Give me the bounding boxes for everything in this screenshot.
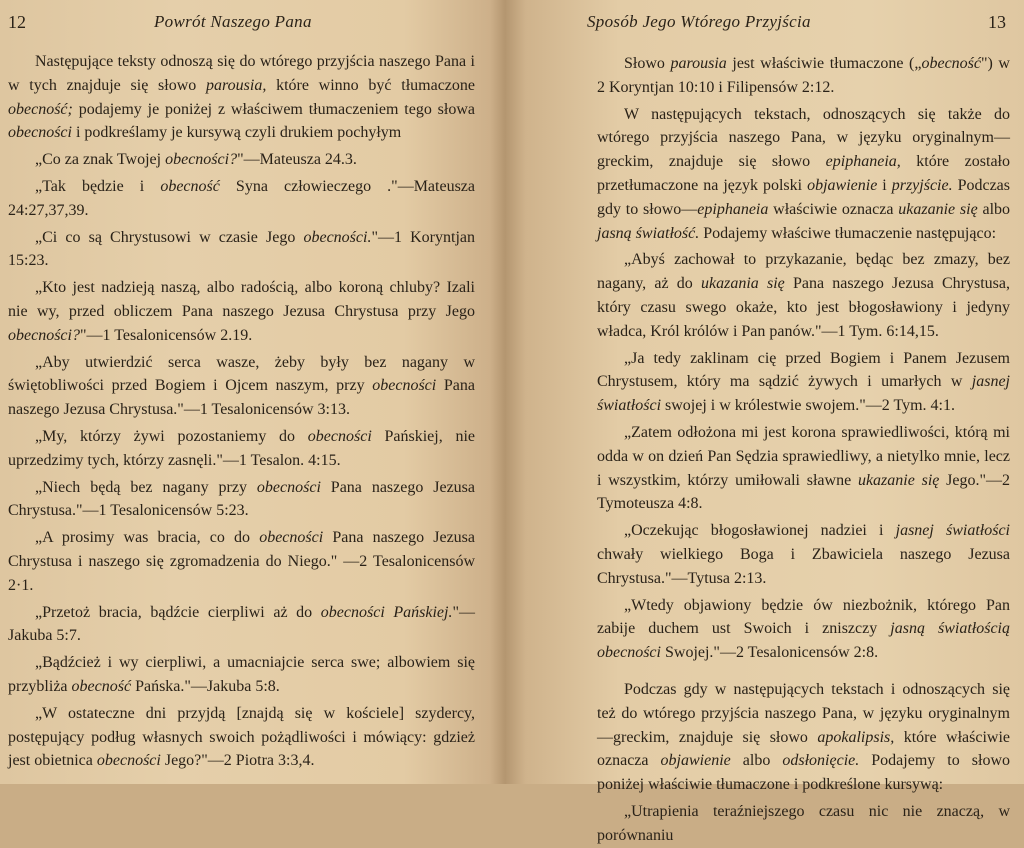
italic-text: ukazanie się bbox=[898, 200, 978, 218]
italic-text: obecności bbox=[259, 529, 324, 547]
left-page-text bbox=[8, 50, 475, 773]
text-run: „Wtedy objawiony będzie ów niezbożnik, którego Pan zabije duchem ust Swoich i zniszczy bbox=[597, 596, 1010, 638]
italic-text: jasnej światłości bbox=[597, 373, 1010, 415]
text-run: które zostało przetłumaczone na język polski bbox=[597, 153, 1010, 194]
italic-text: jasnej światłości bbox=[895, 522, 1011, 540]
text-run: „Bądźcież i wy cierpliwi, a umacniajcie serca swe; albowiem się przybliża bbox=[8, 654, 475, 695]
text-run: Pańska."—Jakuba 5:8. bbox=[131, 677, 280, 695]
text-run: „My, którzy żywi pozostaniemy do bbox=[35, 427, 308, 445]
left-running-title: Powrót Naszego Pana bbox=[154, 12, 312, 31]
paragraph bbox=[8, 50, 475, 145]
text-run: „Abyś zachował to przykazanie, będąc bez zmazy, bez nagany, aż do bbox=[597, 251, 1010, 293]
italic-text: ukazania się bbox=[701, 275, 785, 293]
italic-text: objawienie bbox=[660, 752, 731, 770]
text-run: Pana naszego Jezusa Chrystusa."—1 Tesalonicensów 5:23. bbox=[8, 478, 476, 520]
paragraph bbox=[597, 678, 1010, 797]
italic-text: obecność; bbox=[8, 100, 73, 118]
paragraph bbox=[597, 800, 1010, 848]
italic-text: parousia, bbox=[206, 76, 267, 94]
text-run: Swojej."—2 Tesalonicensów 2:8. bbox=[660, 644, 879, 662]
right-running-title: Sposób Jego Wtórego Przyjścia bbox=[587, 12, 811, 31]
paragraph bbox=[8, 476, 475, 524]
italic-text: epiphaneia bbox=[697, 200, 769, 218]
paragraph bbox=[8, 425, 475, 473]
text-run: Podajemy właściwe tłumaczenie następująco: bbox=[699, 224, 997, 242]
paragraph bbox=[8, 226, 475, 274]
right-page-number: 13 bbox=[988, 12, 1006, 32]
paragraph bbox=[597, 347, 1010, 418]
text-run: Podczas gdy w następujących tekstach i odnoszących się też do wtórego przyjścia naszego Pana, w języku oryginalnym—greckim, znajduje się słowo bbox=[597, 680, 1010, 746]
italic-text: obecności Pańskiej. bbox=[320, 603, 453, 621]
left-page-number: 12 bbox=[8, 12, 26, 32]
italic-text: obecności bbox=[256, 478, 321, 496]
text-run: Pana naszego Jezusa Chrystusa i naszego się zgromadzenia do Niego." —2 Tesalonicensów 2·1. bbox=[8, 529, 476, 594]
text-run: Jego."—2 Tymoteusza 4:8. bbox=[597, 471, 1011, 513]
text-run: Podczas gdy to słowo— bbox=[597, 176, 1011, 218]
text-run: „Ja tedy zaklinam cię przed Bogiem i Panem Jezusem Chrystusem, który ma sądzić żywych i umarłych w bbox=[597, 349, 1010, 391]
italic-text: odsłonięcie. bbox=[782, 752, 860, 770]
text-run: W następujących tekstach, odnoszących się także do wtórego przyjścia naszego Pana, w języku oryginalnym—greckim, znajduje się słowo bbox=[597, 105, 1010, 171]
text-run: Następujące teksty odnoszą się do wtórego przyjścia naszego Pana i w tych znajduje się słowo bbox=[8, 53, 475, 94]
text-run: które właściwie oznacza bbox=[597, 728, 1010, 770]
text-run: Pana naszego Jezusa Chrystusa."—1 Tesalonicensów 3:13. bbox=[8, 377, 475, 419]
paragraph bbox=[597, 248, 1010, 343]
text-run: „Przetoż bracia, bądźcie cierpliwi aż do bbox=[35, 603, 321, 621]
right-page-header bbox=[587, 10, 1010, 40]
italic-text: obecności bbox=[8, 124, 72, 142]
italic-text: przyjście. bbox=[891, 176, 953, 194]
text-run: „Niech będą bez nagany przy bbox=[35, 478, 257, 496]
italic-text: obecność bbox=[71, 677, 132, 695]
italic-text: apokalipsis, bbox=[817, 728, 895, 746]
italic-text: parousia bbox=[670, 55, 727, 72]
paragraph bbox=[8, 148, 475, 172]
italic-text: obecność bbox=[160, 177, 220, 195]
text-run: chwały wielkiego Boga i Zbawiciela naszego Jezusa Chrystusa."—Tytusa 2:13. bbox=[597, 545, 1010, 587]
text-run: i podkreślamy je kursywą czyli drukiem pochyłym bbox=[71, 124, 402, 142]
italic-text: obecność bbox=[921, 55, 981, 72]
italic-text: jasną światłością obecności bbox=[597, 620, 1010, 662]
italic-text: obecności bbox=[372, 377, 437, 395]
text-run: albo bbox=[730, 752, 783, 770]
text-run: Pana naszego Jezusa Chrystusa, który czasu swego okaże, kto jest błogosławiony i jedyny władca, Król królów i Pan panów."—1 Tym. 6:14,15. bbox=[597, 275, 1010, 340]
text-run: „Co za znak Twojej bbox=[35, 151, 166, 169]
italic-text: jasną światłość. bbox=[597, 224, 700, 242]
paragraph bbox=[8, 351, 475, 422]
text-run: „Kto jest nadzieją naszą, albo radością, albo koroną chluby? Izali nie wy, przed obliczem Pana naszego Jezusa Chrystusa przy Jego bbox=[8, 279, 475, 320]
text-run: "—Jakuba 5:7. bbox=[8, 603, 475, 645]
paragraph bbox=[597, 519, 1010, 590]
right-page-text bbox=[597, 52, 1010, 848]
text-run: Pańskiej, nie uprzedzimy tych, którzy zasnęli."—1 Tesalon. 4:15. bbox=[8, 427, 476, 469]
paragraph bbox=[597, 103, 1010, 246]
text-run: Jego?"—2 Piotra 3:3,4. bbox=[160, 752, 315, 770]
italic-text: obecności? bbox=[8, 326, 80, 344]
text-run: albo bbox=[977, 200, 1011, 218]
paragraph bbox=[8, 702, 475, 773]
paragraph bbox=[597, 52, 1010, 100]
text-run: "—1 Koryntjan 15:23. bbox=[8, 228, 475, 270]
text-run: Słowo bbox=[624, 55, 671, 72]
left-page-header bbox=[8, 10, 475, 40]
italic-text: obecności bbox=[96, 752, 161, 770]
paragraph bbox=[8, 526, 475, 597]
right-page bbox=[505, 0, 1024, 844]
text-run: Syna człowieczego ."—Mateusza 24:27,37,39. bbox=[8, 177, 475, 219]
italic-text: obecności? bbox=[165, 151, 238, 169]
text-run: i bbox=[877, 176, 892, 194]
italic-text: obecności bbox=[307, 427, 372, 445]
text-run: właściwie oznacza bbox=[768, 200, 899, 218]
text-run: „W ostateczne dni przyjdą [znajdą się w kościele] szydercy, postępujący podług własnych swoich pożądliwości i mówiący: gdzież jest obietnica bbox=[8, 704, 475, 770]
text-run: ") w 2 Koryntjan 10:10 i Filipensów 2:12. bbox=[597, 55, 1010, 96]
paragraph bbox=[8, 601, 475, 649]
text-run: „Tak będzie i bbox=[35, 177, 161, 195]
text-run: „Ci co są Chrystusowi w czasie Jego bbox=[35, 228, 304, 246]
text-run: które winno być tłumaczone bbox=[266, 76, 476, 94]
text-run: podajemy je poniżej z właściwem tłumaczeniem tego słowa bbox=[72, 100, 475, 118]
text-run: „Oczekując błogosławionej nadziei i bbox=[624, 522, 896, 540]
paragraph bbox=[8, 276, 475, 347]
paragraph bbox=[8, 175, 475, 223]
text-run: jest właściwie tłumaczone („ bbox=[726, 55, 922, 72]
paragraph bbox=[597, 421, 1010, 516]
text-run: Podajemy to słowo poniżej właściwie tłumaczone i podkreślone kursywą: bbox=[597, 752, 1011, 794]
italic-text: objawienie bbox=[807, 176, 878, 194]
text-run: „Zatem odłożona mi jest korona sprawiedliwości, którą mi odda w on dzień Pan Sędzia sprawiedliwy, a nietylko mnie, lecz i wszystkim, którzy umiłowali sławne bbox=[597, 423, 1010, 489]
text-run: swojej i w królestwie swojem."—2 Tym. 4:1. bbox=[661, 397, 955, 415]
text-run: "—Mateusza 24.3. bbox=[237, 151, 357, 169]
paragraph bbox=[8, 651, 475, 699]
left-page bbox=[0, 0, 505, 784]
text-run: „A prosimy was bracia, co do bbox=[35, 529, 260, 547]
italic-text: obecności. bbox=[303, 228, 372, 246]
section-gap bbox=[597, 668, 1010, 678]
italic-text: epiphaneia, bbox=[825, 153, 901, 171]
paragraph bbox=[597, 594, 1010, 665]
text-run: „Utrapienia teraźniejszego czasu nic nie znaczą, w porównaniu bbox=[597, 802, 1010, 844]
text-run: "—1 Tesalonicensów 2.19. bbox=[79, 326, 253, 344]
text-run: „Aby utwierdzić serca wasze, żeby były bez nagany w świętobliwości przed Bogiem i Ojcem naszym, przy bbox=[8, 353, 475, 395]
italic-text: ukazanie się bbox=[857, 471, 940, 489]
